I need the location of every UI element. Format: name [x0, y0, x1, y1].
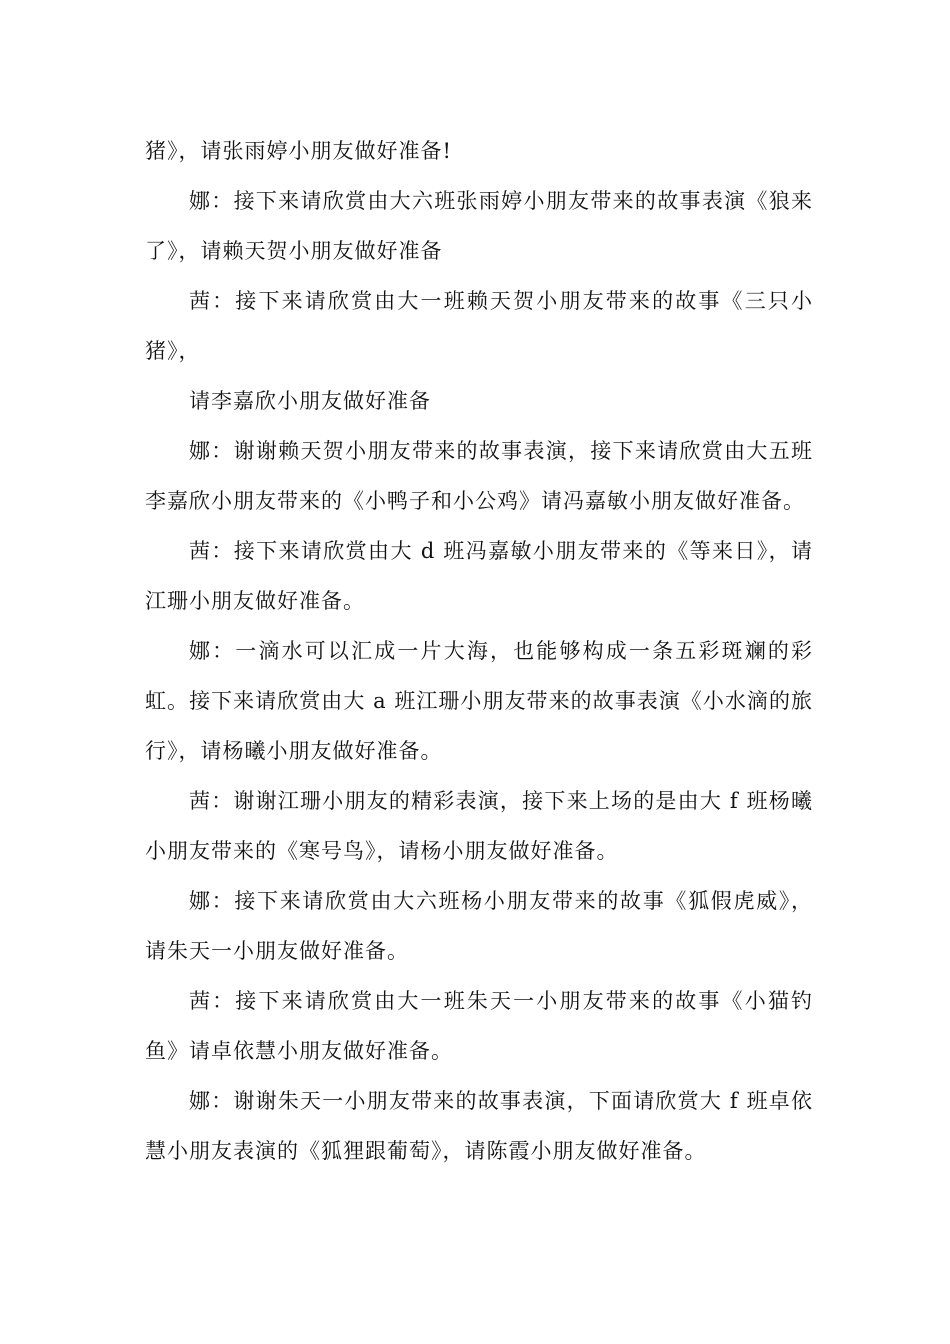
document-body [145, 126, 813, 1176]
paragraph: 茜：谢谢江珊小朋友的精彩表演，接下来上场的是由大 f 班杨曦小朋友带来的《寒号鸟》，请杨小朋友做好准备。 [145, 789, 813, 863]
paragraph: 娜：一滴水可以汇成一片大海，也能够构成一条五彩斑斓的彩虹。接下来请欣赏由大 a 班江珊小朋友带来的故事表演《小水滴的旅行》，请杨曦小朋友做好准备。 [145, 639, 813, 763]
paragraph: 茜：接下来请欣赏由大一班朱天一小朋友带来的故事《小猫钓鱼》请卓依慧小朋友做好准备。 [145, 989, 813, 1063]
paragraph: 请李嘉欣小朋友做好准备 [189, 389, 431, 413]
paragraph: 娜：谢谢朱天一小朋友带来的故事表演，下面请欣赏大 f 班卓依慧小朋友表演的《狐狸跟葡萄》，请陈霞小朋友做好准备。 [145, 1089, 813, 1163]
paragraph: 猪》，请张雨婷小朋友做好准备! [145, 139, 452, 163]
paragraph: 茜：接下来请欣赏由大一班赖天贺小朋友带来的故事《三只小猪》， [145, 289, 813, 363]
paragraph: 娜：接下来请欣赏由大六班杨小朋友带来的故事《狐假虎威》，请朱天一小朋友做好准备。 [145, 889, 813, 963]
paragraph: 娜：接下来请欣赏由大六班张雨婷小朋友带来的故事表演《狼来了》，请赖天贺小朋友做好准备 [145, 189, 813, 263]
paragraph: 茜：接下来请欣赏由大 d 班冯嘉敏小朋友带来的《等来日》，请江珊小朋友做好准备。 [145, 539, 813, 613]
paragraph: 娜：谢谢赖天贺小朋友带来的故事表演，接下来请欣赏由大五班李嘉欣小朋友带来的《小鸭子和小公鸡》请冯嘉敏小朋友做好准备。 [145, 439, 813, 513]
